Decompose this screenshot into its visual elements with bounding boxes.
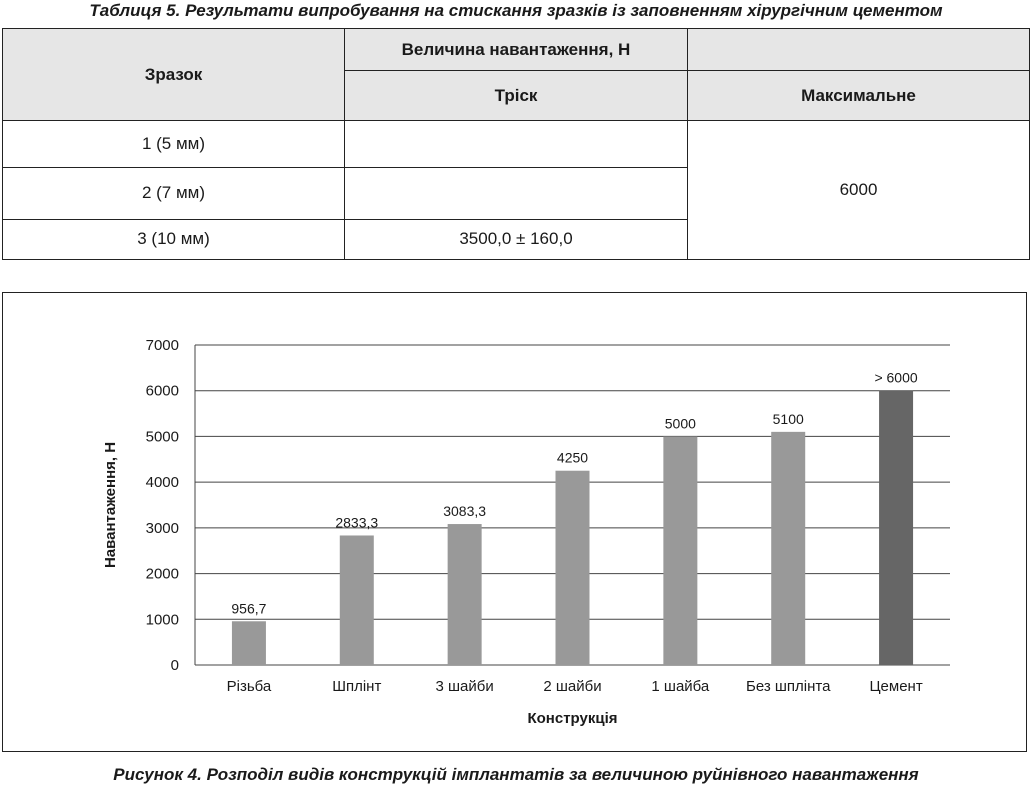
bar [771,432,805,665]
table-row [3,121,1030,167]
bar [879,391,913,665]
x-tick-label: 2 шайби [543,678,602,695]
figure-caption: Рисунок 4. Розподіл видів конструкцій імплантатів за величиною руйнівного навантаження [113,765,919,784]
figure-frame [2,292,1027,752]
y-tick-label: 4000 [145,474,179,492]
cell-crack [345,167,688,219]
cell-maximum: 6000 [688,121,1030,260]
header-sample: Зразок [3,29,345,121]
bar [448,524,482,665]
cell-crack: 3500,0 ± 160,0 [345,219,688,259]
header-maximum: Максимальне [688,71,1030,121]
x-tick-label: Різьба [226,678,272,695]
y-axis-title: Навантаження, Н [102,441,119,569]
bar [556,471,590,665]
results-table [2,28,1030,260]
data-label: 3083,3 [443,503,487,520]
y-tick-label: 1000 [145,611,179,629]
cell-sample: 2 (7 мм) [3,167,345,219]
x-tick-label: Цемент [869,678,923,695]
data-label: 2833,3 [335,514,379,531]
header-empty [688,29,1030,71]
x-tick-label: Без шплінта [745,678,831,695]
table-caption: Таблиця 5. Результати випробування на стискання зразків із заповненням хірургічним цементом [89,1,943,20]
x-axis-title: Конструкція [527,710,618,727]
cell-sample: 1 (5 мм) [3,121,345,167]
y-tick-label: 7000 [145,337,179,354]
y-tick-label: 0 [170,657,179,674]
x-tick-label: 3 шайби [435,678,494,695]
cell-sample: 3 (10 мм) [3,219,345,259]
data-label: 5100 [772,410,804,427]
bar-chart [3,293,1026,751]
y-tick-label: 3000 [145,519,179,537]
data-label: 956,7 [231,600,267,617]
data-label: > 6000 [874,369,918,386]
y-tick-label: 6000 [145,382,179,400]
bar [663,436,697,665]
y-tick-label: 5000 [145,428,179,446]
header-load-group: Величина навантаження, Н [345,29,688,71]
x-tick-label: 1 шайба [651,678,710,695]
x-tick-label: Шплінт [332,678,382,695]
cell-crack [345,121,688,167]
header-crack: Тріск [345,71,688,121]
data-label: 5000 [664,415,696,432]
bar [340,535,374,665]
data-label: 4250 [556,449,589,466]
y-tick-label: 2000 [145,565,179,583]
bar [232,621,266,665]
